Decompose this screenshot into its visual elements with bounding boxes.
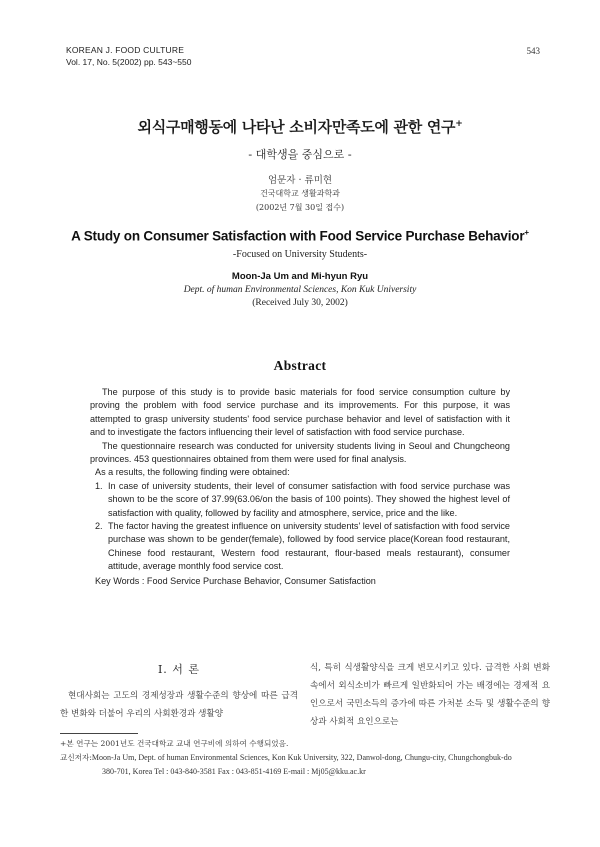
english-subtitle: -Focused on University Students- <box>232 249 368 260</box>
body-paragraph: 현대사회는 고도의 경제성장과 생활수준의 향상에 따른 급격한 변화와 더불어 우리의 사회환경과 생활양 <box>60 691 298 719</box>
section-heading-introduction: I. 서 론 <box>157 663 201 676</box>
abstract-heading: Abstract <box>273 358 327 373</box>
korean-title-mark: + <box>455 119 463 129</box>
body-paragraph: 식, 특히 식생활양식을 크게 변모시키고 있다. 급격한 사회 변화 속에서 외식소비가 빠르게 일반화되어 가는 배경에는 경제적 요인으로서 국민소득의 증가에 따른 가처분 소득 및 생활수준의 향상과 사회적 요인으로는 <box>310 663 550 727</box>
body-column-left <box>60 687 298 723</box>
keywords-text: : Food Service Purchase Behavior, Consumer Satisfaction <box>141 575 376 586</box>
footnote-funding: +본 연구는 2001년도 건국대학교 교내 연구비에 의하여 수행되었음. <box>60 739 289 748</box>
keywords-label: Key Words <box>95 575 140 586</box>
footnotes <box>60 737 550 779</box>
footnote-corresponding-line1: Moon-Ja Um, Dept. of human Environmental Sciences, Kon Kuk University, 322, Danwol-dong, Chungu-city, Chungchongbuk-do <box>91 753 512 762</box>
korean-title <box>0 116 600 137</box>
footnote-corresponding-line2: 380-701, Korea Tel : 043-840-3581 Fax : 043-851-4169 E-mail : Mj05@kku.ac.kr <box>102 767 366 776</box>
korean-received-date: (2002년 7월 30일 접수) <box>255 203 345 212</box>
abstract-paragraph-method: The questionnaire research was conducted for university students living in Seoul and Chungcheong provinces. 453 questionnaires obtained from them were used for final analysis. <box>90 440 510 465</box>
english-title-mark: + <box>524 228 529 237</box>
english-title-text: A Study on Consumer Satisfaction with Food Service Purchase Behavior <box>71 228 525 244</box>
finding-item <box>90 520 510 574</box>
abstract-paragraph-purpose: The purpose of this study is to provide basic materials for food service consumption culture by proving the problem with food service purchase and its improvements. For this purpose, it was attempted to grasp university students' food service purchase behavior and level of satisfaction with it and to investigate the factors influencing their level of satisfaction with food service purchase. <box>90 387 510 438</box>
finding-item <box>90 480 510 520</box>
journal-header <box>66 44 191 68</box>
journal-name: KOREAN J. FOOD CULTURE <box>66 45 185 55</box>
english-affiliation: Dept. of human Environmental Sciences, Kon Kuk University <box>183 285 417 295</box>
finding-text: In case of university students, their level of consumer satisfaction with food service purchase was shown to be the score of 37.99(63.06/on the basis of 100 points). They showed the highest level of satisfaction with quality, followed by facility and atmosphere, service, price and the like. <box>108 480 510 518</box>
korean-subtitle: - 대학생을 중심으로 - <box>248 148 352 161</box>
page-number: 543 <box>526 46 540 56</box>
keywords <box>90 575 510 588</box>
korean-title-text: 외식구매행동에 나타난 소비자만족도에 관한 연구 <box>137 118 456 136</box>
english-title <box>0 228 600 244</box>
abstract-paragraph-results-intro: As a results, the following finding were obtained: <box>95 467 290 478</box>
english-received-date: (Received July 30, 2002) <box>252 298 348 308</box>
footnote-divider <box>60 733 138 734</box>
abstract-body <box>90 386 510 588</box>
journal-citation: Vol. 17, No. 5(2002) pp. 543~550 <box>66 57 192 67</box>
english-authors: Moon-Ja Um and Mi-hyun Ryu <box>231 271 369 282</box>
footnote-corresponding-author <box>60 751 550 765</box>
korean-authors: 엄문자 · 류미현 <box>267 175 333 186</box>
korean-affiliation: 건국대학교 생활과학과 <box>260 189 340 198</box>
finding-text: The factor having the greatest influence on university students' level of satisfaction with food service purchase was shown to be gender(female), followed by food service place(Korean food restaurant, Chinese food restaurant, Western food restaurant, flour-based meals restaurant), consumer attitude, average monthly food service cost. <box>108 521 510 572</box>
footnote-label: 교신저자: <box>60 753 92 762</box>
finding-number: 2. <box>95 521 103 532</box>
body-column-right <box>310 659 550 731</box>
finding-number: 1. <box>95 480 103 491</box>
